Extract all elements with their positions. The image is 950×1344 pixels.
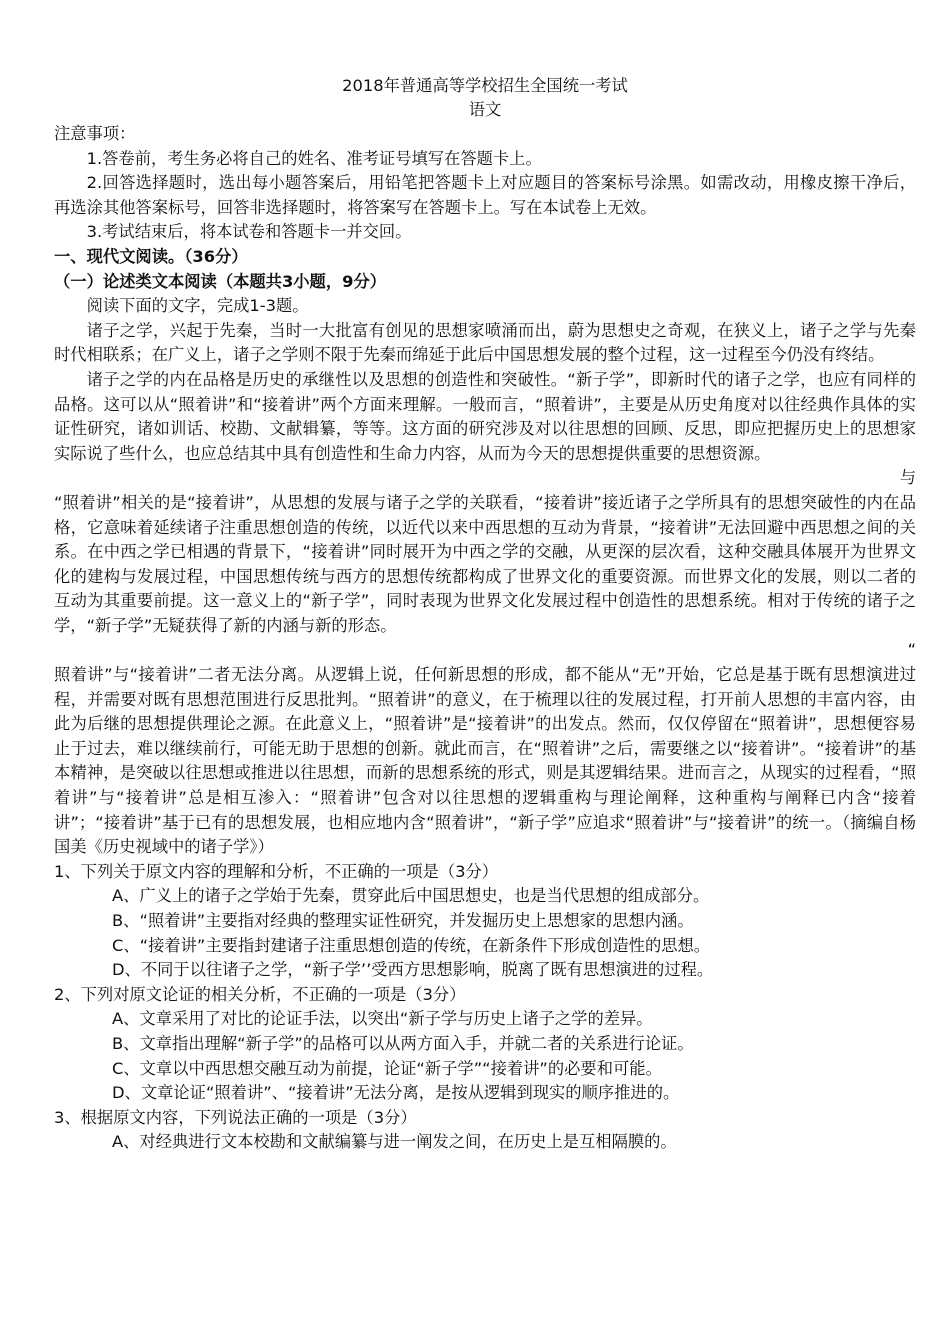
section-subtitle: （一）论述类文本阅读（本题共3小题，9分）: [54, 271, 387, 291]
notes-heading: 注意事项：: [54, 124, 136, 143]
question-option: D、文章论证“照着讲”、“接着讲”无法分离，是按从逻辑到现实的顺序推进的。: [112, 1083, 680, 1103]
note-item: 1.答卷前，考生务必将自己的姓名、准考证号填写在答题卡上。: [86, 148, 542, 168]
exam-page: [54, 74, 916, 1155]
paragraph-start-fragment: “: [907, 640, 916, 660]
exam-title: 2018年普通高等学校招生全国统一考试: [342, 76, 628, 95]
question-option: B、“照着讲”主要指对经典的整理实证性研究，并发掘历史上思想家的思想内涵。: [112, 911, 694, 930]
question-option: A、文章采用了对比的论证手法，以突出“新子学与历史上诸子之学的差异。: [112, 1009, 653, 1029]
question-option: C、“接着讲”主要指封建诸子注重思想创造的传统，在新条件下形成创造性的思想。: [112, 935, 711, 955]
passage-paragraph: 诸子之学，兴起于先秦，当时一大批富有创见的思想家喷涌而出，蔚为思想史之奇观，在狭义上，诸子之学与先秦时代相联系；在广义上，诸子之学则不限于先秦而绵延于此后中国思想发展的整个过程，这一过程至今仍没有终结。: [54, 320, 916, 365]
passage-paragraph: 诸子之学的内在品格是历史的承继性以及思想的创造性和突破性。“新子学”，即新时代的诸子之学，也应有同样的品格。这可以从“照着讲”和“接着讲”两个方面来理解。一般而言，“照着讲”，主要是从历史角度对以往经典作具体的实证性研究，诸如训话、校勘、文献辑纂，等等。这方面的研究涉及对以往思想的回顾、反思，即应把握历史上的思想家实际说了些什么，也应总结其中具有创造性和生命力内容，从而为今天的思想提供重要的思想资源。: [54, 369, 916, 463]
reading-instruction: 阅读下面的文字，完成1-3题。: [86, 296, 309, 316]
question-option: A、广义上的诸子之学始于先秦，贯穿此后中国思想史，也是当代思想的组成部分。: [112, 886, 710, 906]
question-stem: 3、根据原文内容，下列说法正确的一项是（3分）: [54, 1107, 417, 1127]
question-option: B、文章指出理解“新子学”的品格可以从两方面入手，并就二者的关系进行论证。: [112, 1033, 694, 1053]
question-stem: 1、下列关于原文内容的理解和分析，不正确的一项是（3分）: [54, 861, 499, 881]
passage-paragraph: “照着讲”相关的是“接着讲”，从思想的发展与诸子之学的关联看，“接着讲”接近诸子之学所具有的思想突破性的内在品格，它意味着延续诸子注重思想创造的传统，以近代以来中西思想的互动为背景，“接着讲”无法回避中西思想之间的关系。在中西之学已相遇的背景下，“接着讲”同时展开为中西之学的交融，从更深的层次看，这种交融具体展开为世界文化的建构与发展过程，中国思想传统与西方的思想传统都构成了世界文化的重要资源。而世界文化的发展，则以二者的互动为其重要前提。这一意义上的“新子学”，同时表现为世界文化发展过程中创造性的思想系统。相对于传统的诸子之学，“新子学”无疑获得了新的内涵与新的形态。: [54, 492, 916, 635]
subject-title: 语文: [468, 100, 502, 119]
note-item: 2.回答选择题时，选出每小题答案后，用铅笔把答题卡上对应题目的答案标号涂黑。如需改动，用橡皮擦干净后，再选涂其他答案标号，回答非选择题时，将答案写在答题卡上。写在本试卷上无效。: [54, 173, 916, 217]
paragraph-start-fragment: 与: [899, 468, 916, 488]
note-item: 3.考试结束后，将本试卷和答题卡一并交回。: [86, 222, 412, 242]
question-stem: 2、下列对原文论证的相关分析，不正确的一项是（3分）: [54, 984, 466, 1004]
passage-paragraph: 照着讲”与“接着讲”二者无法分离。从逻辑上说，任何新思想的形成，都不能从“无”开始，它总是基于既有思想演进过程，并需要对既有思想范围进行反思批判。“照着讲”的意义，在于梳理以往的发展过程，打开前人思想的丰富内容，由此为后继的思想提供理论之源。在此意义上，“照着讲”是“接着讲”的出发点。然而，仅仅停留在“照着讲”，思想便容易止于过去，难以继续前行，可能无助于思想的创新。就此而言，在“照着讲”之后，需要继之以“接着讲”。“接着讲”的基本精神，是突破以往思想或推进以往思想，而新的思想系统的形式，则是其逻辑结果。进而言之，从现实的过程看，“照着讲”与“接着讲”总是相互渗入：“照着讲”包含对以往思想的逻辑重构与理论阐释，这种重构与阐释已内含“接着讲”；“接着讲”基于已有的思想发展，也相应地内含“照着讲”，“新子学”应追求“照着讲”与“接着讲”的统一。（摘编自杨国美《历史视域中的诸子学》）: [54, 665, 916, 857]
question-option: A、对经典进行文本校勘和文献编纂与进一阐发之间，在历史上是互相隔膜的。: [112, 1132, 677, 1152]
section-title: 一、现代文阅读。（36分）: [54, 246, 248, 266]
question-option: D、不同于以往诸子之学，“新子学’’受西方思想影响，脱离了既有思想演进的过程。: [112, 960, 714, 980]
question-option: C、文章以中西思想交融互动为前提，论证“新子学”“接着讲”的必要和可能。: [112, 1058, 662, 1078]
